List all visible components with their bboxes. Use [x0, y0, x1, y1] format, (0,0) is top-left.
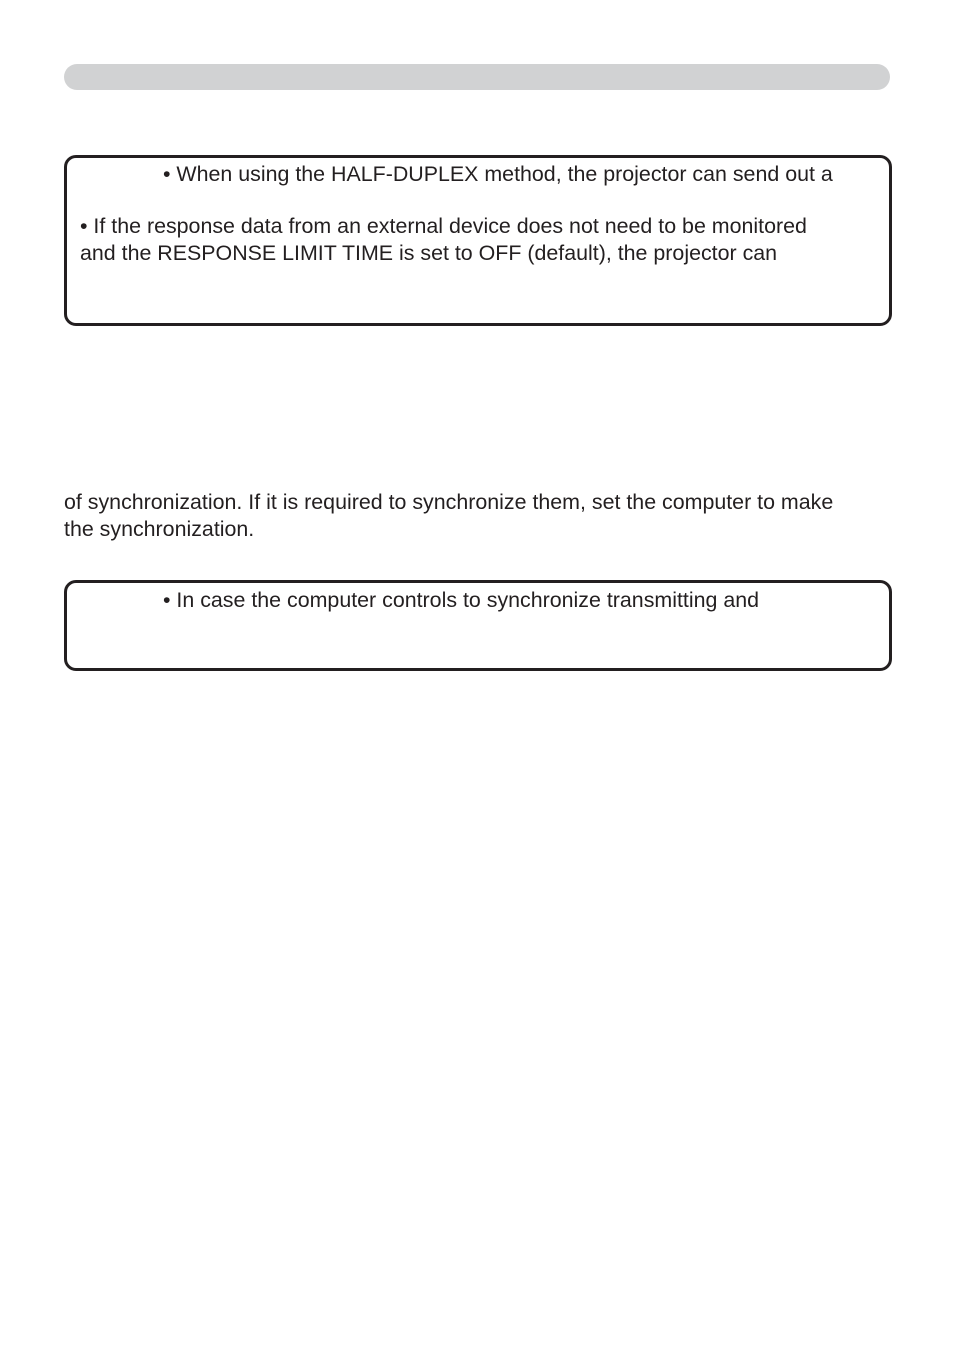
note-text-line: • When using the HALF-DUPLEX method, the projector can send out a	[163, 162, 833, 186]
note-box-synchronization	[64, 580, 892, 671]
note-text-line: • In case the computer controls to synchronize transmitting and	[163, 588, 760, 612]
note-box-half-duplex	[64, 155, 892, 326]
body-text-line: of synchronization. If it is required to synchronize them, set the computer to make	[64, 490, 834, 514]
note-text-line: • If the response data from an external device does not need to be monitored	[80, 214, 807, 238]
section-header-bar	[64, 64, 890, 90]
note-text-line: and the RESPONSE LIMIT TIME is set to OFF (default), the projector can	[80, 241, 778, 265]
body-text-line: the synchronization.	[64, 517, 255, 541]
